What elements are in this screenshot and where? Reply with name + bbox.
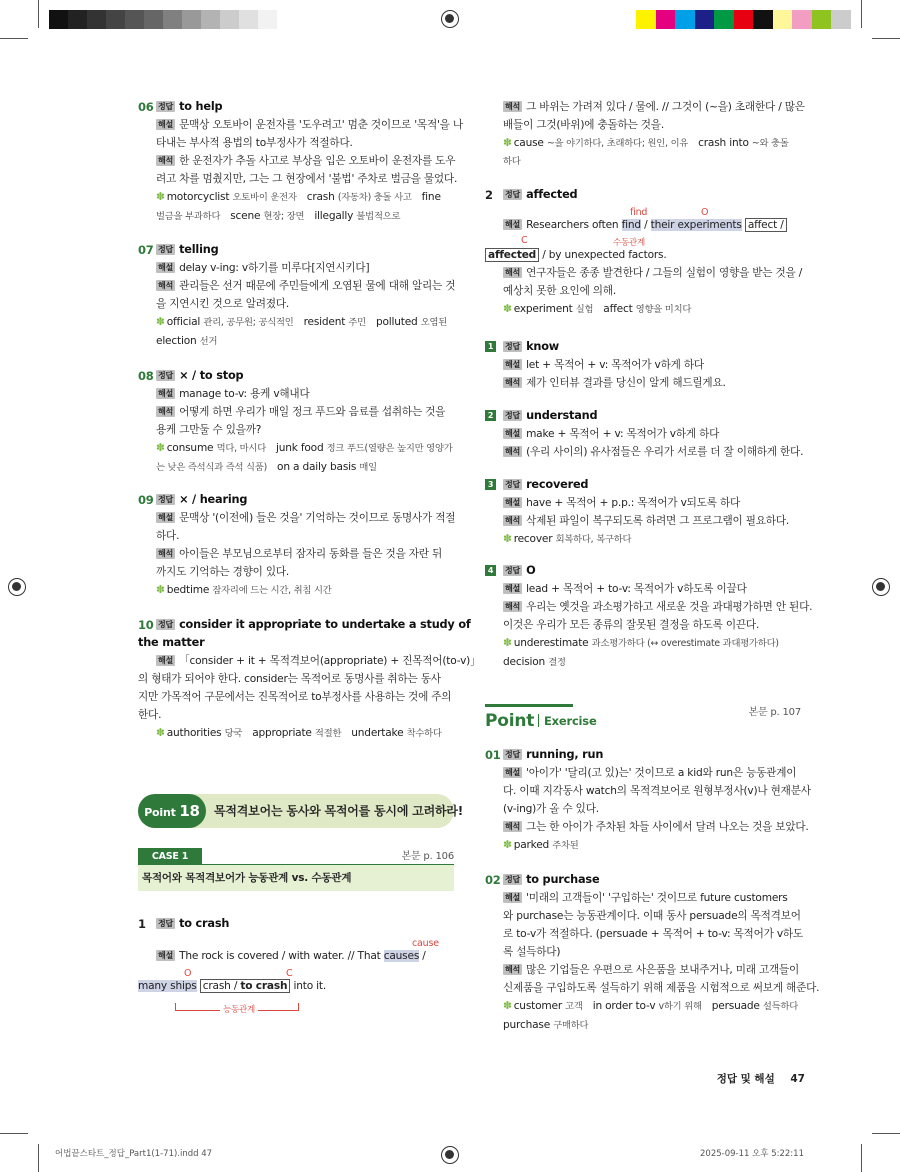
highlight-many-ships: many ships xyxy=(138,980,197,992)
vocab-asterisk-icon: ✽ xyxy=(156,584,165,596)
vocab-line: ✽ consume 먹다, 마시다 junk food 정크 푸드(열량은 높지만 영양가 xyxy=(156,442,453,454)
explanation-line: '아이가' '달리(고 있)는' 것이므로 a kid와 run은 능동관계이 xyxy=(526,767,797,779)
translation-line: 려고 차를 멈췄지만, 그는 그 현장에서 '불법' 주차로 벌금을 물었다. xyxy=(156,173,458,185)
answer-tag: 정답 xyxy=(505,411,521,420)
vocab-line: ✽ recover 회복하다, 복구하다 xyxy=(503,533,632,545)
translation-line: 우리는 옛것을 과소평가하고 새로운 것을 과대평가하면 안 된다. xyxy=(526,601,813,613)
explanation-line: manage to-v: 용케 v해내다 xyxy=(179,388,310,400)
explain-tag: 해설 xyxy=(505,584,521,593)
crop-mark xyxy=(38,1144,39,1172)
translation-line: 많은 기업들은 우편으로 사은품을 보내주거나, 미래 고객들이 xyxy=(526,964,800,976)
translate-tag: 해석 xyxy=(505,602,521,611)
answer-text: consider it appropriate to undertake a study of xyxy=(179,618,471,631)
explanation-line: 「consider + it + 목적격보어(appropriate) + 진목적어(to-v)」 xyxy=(179,655,481,667)
answer-text: to purchase xyxy=(526,873,600,886)
explanation-line: (v-ing)가 올 수 있다. xyxy=(503,803,599,815)
vocab-line: ✽ cause ~을 야기하다, 초래하다; 원인, 이유 crash into ~와 충돌 xyxy=(503,137,789,149)
item-number: 06 xyxy=(138,100,154,114)
exercise-page-ref: 본문 p. 107 xyxy=(748,707,801,718)
answer-text: recovered xyxy=(526,478,589,491)
answer-tag: 정답 xyxy=(505,480,521,489)
highlight-find: find xyxy=(621,219,641,231)
explain-tag: 해설 xyxy=(505,220,521,229)
explain-tag: 해설 xyxy=(505,429,521,438)
item-number-box: 1 xyxy=(485,341,496,352)
item-number-box: 2 xyxy=(485,410,496,421)
explain-tag: 해설 xyxy=(158,513,174,522)
color-swatch xyxy=(812,10,832,29)
translation-line: 그 바위는 가려져 있다 / 물에. // 그것이 (~을) 초래한다 / 많은 xyxy=(526,101,805,113)
exercise-answer-02 xyxy=(485,871,820,1035)
case-page-ref: 본문 p. 106 xyxy=(401,851,454,862)
answer-tag: 정답 xyxy=(158,919,174,928)
translation-line: 삭제된 파일이 복구되도록 하려면 그 프로그램이 필요하다. xyxy=(526,515,790,527)
color-swatch xyxy=(68,10,87,29)
case-title: 목적어와 목적격보어가 능동관계 vs. 수동관계 xyxy=(138,865,454,891)
answer-text: to help xyxy=(179,100,223,113)
answer-text: telling xyxy=(179,243,219,256)
answer-tag: 정답 xyxy=(505,875,521,884)
explanation-line: 의 형태가 되어야 한다. consider는 목적어로 동명사를 취하는 동사 xyxy=(138,673,441,685)
item-number: 07 xyxy=(138,243,154,257)
translation-line: 예상치 못한 요인에 의해. xyxy=(503,285,617,297)
mark-complement: C xyxy=(521,235,528,246)
vocab-asterisk-icon: ✽ xyxy=(503,1000,512,1012)
translate-tag: 해석 xyxy=(505,268,521,277)
answer-item-06 xyxy=(138,98,463,226)
point-exercise-header xyxy=(485,704,801,734)
crop-mark xyxy=(0,1133,28,1134)
explain-tag: 해설 xyxy=(158,263,174,272)
translation-line: (우리 사이의) 유사점들은 우리가 서로를 더 잘 이해하게 한다. xyxy=(526,446,804,458)
vocab-asterisk-icon: ✽ xyxy=(156,191,165,203)
translate-tag: 해석 xyxy=(505,447,521,456)
item-number: 2 xyxy=(485,188,493,202)
print-slug-file: 어법끝스타트_정답_Part1(1-71).indd 47 xyxy=(55,1149,213,1159)
item-number-box: 3 xyxy=(485,479,496,490)
vocab-line: decision 결정 xyxy=(503,656,566,668)
exercise-item-1 xyxy=(485,338,805,392)
vocab-asterisk-icon: ✽ xyxy=(156,316,165,328)
item-number: 09 xyxy=(138,493,154,507)
translation-line: 아이들은 부모님으로부터 잠자리 동화를 들은 것을 자란 뒤 xyxy=(179,548,443,560)
case-1-header xyxy=(138,848,454,891)
translate-tag: 해석 xyxy=(158,281,174,290)
translation-line: 이것은 우리가 모든 종류의 잘못된 결정을 하도록 이끈다. xyxy=(503,619,760,631)
vocab-line: ✽ authorities 당국 appropriate 적절한 undertake 착수하다 xyxy=(156,727,442,739)
translate-tag: 해석 xyxy=(505,378,521,387)
registration-mark-bottom xyxy=(441,1146,459,1164)
item-number-box: 4 xyxy=(485,565,496,576)
vocab-line: 하다 xyxy=(503,156,521,167)
answer-tag: 정답 xyxy=(505,342,521,351)
item-number: 01 xyxy=(485,748,501,762)
answer-text: know xyxy=(526,340,560,353)
explanation-line: 문맥상 '(이전에) 들은 것을' 기억하는 것이므로 동명사가 적절 xyxy=(179,512,456,524)
explain-tag: 해설 xyxy=(505,893,521,902)
explanation-line: 지만 가목적어 구문에서는 진목적어로 to부정사를 사용하는 것에 주의 xyxy=(138,691,452,703)
vocab-line: 벌금을 부과하다 scene 현장; 장면 illegally 불법적으로 xyxy=(156,210,401,222)
vocab-line: ✽ official 관리, 공무원; 공식적인 resident 주민 polluted 오염된 xyxy=(156,316,448,328)
translation-line: 까지도 기억하는 경향이 있다. xyxy=(156,566,290,578)
vocab-line: 는 낮은 즉석식과 즉석 식품) on a daily basis 매일 xyxy=(156,461,377,473)
crop-mark xyxy=(0,38,28,39)
crop-mark xyxy=(872,1133,900,1134)
answer-tag: 정답 xyxy=(505,566,521,575)
boxed-choice: crash / to crash xyxy=(200,979,291,993)
boxed-answer: affected xyxy=(485,248,539,262)
translate-tag: 해석 xyxy=(505,965,521,974)
answer-text: running, run xyxy=(526,748,604,761)
translation-line: 용케 그만둘 수 있을까? xyxy=(156,424,262,436)
translate-tag: 해석 xyxy=(505,822,521,831)
mark-find: find xyxy=(630,207,648,218)
item-number: 10 xyxy=(138,618,154,632)
highlight-causes: causes xyxy=(383,950,420,962)
explain-tag: 해설 xyxy=(158,656,174,665)
explanation-line: 한다. xyxy=(138,709,162,721)
explain-tag: 해설 xyxy=(158,120,174,129)
vocab-line: ✽ underestimate 과소평가하다 (↔ overestimate 과대평가하다) xyxy=(503,637,779,649)
vocab-asterisk-icon: ✽ xyxy=(503,137,512,149)
vocab-asterisk-icon: ✽ xyxy=(503,839,512,851)
explain-tag: 해설 xyxy=(505,360,521,369)
explanation-line: '미래의 고객들이' '구입하는' 것이므로 future customers xyxy=(526,892,788,904)
point-label: Point xyxy=(485,711,535,731)
exercise-item-2 xyxy=(485,407,805,461)
translate-tag: 해석 xyxy=(505,516,521,525)
translation-line: 관리들은 선거 때문에 주민들에게 오염된 물에 대해 알리는 것 xyxy=(179,280,456,292)
crop-mark xyxy=(861,0,862,28)
mark-object: O xyxy=(184,968,192,979)
explanation-line: let + 목적어 + v: 목적어가 v하게 하다 xyxy=(526,359,704,371)
item-number: 08 xyxy=(138,369,154,383)
translation-line: 을 지연시킨 것으로 알려졌다. xyxy=(156,298,290,310)
explanation-line: 문맥상 오토바이 운전자를 '도우려고' 멈춘 것이므로 '목적'을 나 xyxy=(179,119,463,131)
answer-item-07 xyxy=(138,241,456,351)
explanation-line: 와 purchase는 능동관계이다. 이때 동사 persuade의 목적격보어 xyxy=(503,910,801,922)
crop-mark xyxy=(861,1144,862,1172)
answer-text: × / hearing xyxy=(179,493,248,506)
vocab-asterisk-icon: ✽ xyxy=(503,303,512,315)
explanation-line: 하다. xyxy=(156,530,180,542)
mark-complement: C xyxy=(286,968,293,979)
crop-mark xyxy=(872,38,900,39)
answer-tag: 정답 xyxy=(158,620,174,629)
relation-label: 능동관계 xyxy=(220,1004,258,1017)
translation-line: 어떻게 하면 우리가 매일 정크 푸드와 음료를 섭취하는 것을 xyxy=(179,406,446,418)
answer-item-10 xyxy=(138,616,481,743)
highlight-their-experiments: their experiments xyxy=(650,219,742,231)
answer-item-08 xyxy=(138,367,456,477)
exercise-item-3 xyxy=(485,476,805,549)
translate-tag: 해석 xyxy=(505,102,521,111)
explain-tag: 해설 xyxy=(505,768,521,777)
right-column xyxy=(485,0,820,1100)
answer-tag: 정답 xyxy=(158,371,174,380)
left-column xyxy=(138,0,481,1100)
answer-tag: 정답 xyxy=(158,245,174,254)
vocab-line: ✽ motorcyclist 오토바이 운전자 crash (자동차) 충돌 사고 fine xyxy=(156,191,441,203)
registration-mark-left xyxy=(8,578,26,596)
case1-item-2: 2 정답 affected find O 해설 Researchers often find / their experiments affect / C 수동관계 affected / by unexpected factors. 해석 연구자들은 종종 발견한다 / 그들의 실험이 영향을 받는 것을 / 예상치 못한 요인에 의해. ✽ experiment 실험 affect 영향을 미치다 xyxy=(485,186,805,319)
translate-tag: 해석 xyxy=(158,156,174,165)
page-number: 47 xyxy=(790,1073,805,1085)
vocab-asterisk-icon: ✽ xyxy=(503,637,512,649)
answer-tag: 정답 xyxy=(505,750,521,759)
point-18-banner xyxy=(138,794,464,828)
vocab-asterisk-icon: ✽ xyxy=(156,442,165,454)
explanation-line: 다. 이때 지각동사 watch의 목적격보어로 원형부정사(v)나 현재분사 xyxy=(503,785,811,797)
explain-tag: 해설 xyxy=(158,389,174,398)
answer-text: × / to stop xyxy=(179,369,244,382)
vocab-line: purchase 구매하다 xyxy=(503,1019,589,1031)
explanation-line: make + 목적어 + v: 목적어가 v하게 하다 xyxy=(526,428,720,440)
explanation-line: 록 설득하다) xyxy=(503,946,561,958)
relation-label: 수동관계 xyxy=(613,238,646,248)
registration-mark-right xyxy=(872,578,890,596)
translation-line: 배들이 그것(바위)에 충돌하는 것을. xyxy=(503,119,665,131)
crop-mark xyxy=(38,0,39,28)
vocab-line: ✽ parked 주차된 xyxy=(503,839,579,851)
explain-tag: 해설 xyxy=(505,498,521,507)
vocab-asterisk-icon: ✽ xyxy=(503,533,512,545)
footer-section: 정답 및 해설 xyxy=(716,1073,775,1085)
explanation-line: 로 to-v가 적절하다. (persuade + 목적어 + to-v: 목적어가 v하도 xyxy=(503,928,803,940)
answer-text: the matter xyxy=(138,636,205,649)
translation-line: 그는 한 아이가 주차된 차들 사이에서 달려 나오는 것을 보았다. xyxy=(526,821,809,833)
answer-text: understand xyxy=(526,409,598,422)
translation-line: 연구자들은 종종 발견한다 / 그들의 실험이 영향을 받는 것을 / xyxy=(526,267,803,279)
vocab-line: election 선거 xyxy=(156,335,218,347)
exercise-answer-01 xyxy=(485,746,811,855)
explanation-line: 타내는 부사적 용법의 to부정사가 적절하다. xyxy=(156,137,353,149)
translation-line: 한 운전자가 추돌 사고로 부상을 입은 오토바이 운전자를 도우 xyxy=(179,155,456,167)
answer-tag: 정답 xyxy=(158,102,174,111)
vocab-line: ✽ customer 고객 in order to-v v하기 위해 persuade 설득하다 xyxy=(503,1000,799,1012)
color-swatch xyxy=(87,10,106,29)
point-title: 목적격보어는 동사와 목적어를 동시에 고려하라! xyxy=(214,804,464,818)
exercise-item-4 xyxy=(485,562,813,672)
point-badge: Point 18 xyxy=(138,794,206,828)
explanation-line: lead + 목적어 + to-v: 목적어가 v하도록 이끌다 xyxy=(526,583,747,595)
item-number: 02 xyxy=(485,873,501,887)
answer-tag: 정답 xyxy=(158,495,174,504)
mark-cause: cause xyxy=(412,938,439,949)
item-number: 1 xyxy=(138,917,146,931)
color-swatch xyxy=(49,10,68,29)
color-swatch xyxy=(106,10,125,29)
exercise-label: Exercise xyxy=(544,714,597,728)
answer-text: affected xyxy=(526,188,578,201)
page-footer xyxy=(600,1071,805,1086)
boxed-choice: affect / xyxy=(745,218,787,232)
vocab-asterisk-icon: ✽ xyxy=(156,727,165,739)
vocab-line: ✽ experiment 실험 affect 영향을 미치다 xyxy=(503,303,692,315)
explanation-line: have + 목적어 + p.p.: 목적어가 v되도록 하다 xyxy=(526,497,741,509)
explanation-line: delay v-ing: v하기를 미루다[지연시키다] xyxy=(179,262,370,274)
case1-item-1-translation xyxy=(485,98,805,171)
translate-tag: 해석 xyxy=(158,549,174,558)
vocab-line: ✽ bedtime 잠자리에 드는 시간, 취침 시간 xyxy=(156,584,332,596)
case-badge: CASE 1 xyxy=(138,848,202,865)
color-swatch xyxy=(831,10,851,29)
translation-line: 신제품을 구입하도록 설득하기 위해 제품을 시험적으로 써보게 해준다. xyxy=(503,982,820,994)
answer-text: to crash xyxy=(179,917,230,930)
case1-item-1: 1 정답 to crash cause 해설 The rock is covered / with water. // That causes / O C many ships crash / to crash into it. 능동관계 xyxy=(138,917,439,1015)
answer-tag: 정답 xyxy=(505,190,521,199)
answer-text: O xyxy=(526,564,536,577)
mark-object: O xyxy=(701,207,709,218)
explain-tag: 해설 xyxy=(158,951,174,960)
answer-item-09 xyxy=(138,491,456,600)
print-slug-date: 2025-09-11 오후 5:22:11 xyxy=(700,1149,804,1159)
translation-line: 제가 인터뷰 결과를 당신이 알게 해드릴게요. xyxy=(526,377,726,389)
translate-tag: 해석 xyxy=(158,407,174,416)
